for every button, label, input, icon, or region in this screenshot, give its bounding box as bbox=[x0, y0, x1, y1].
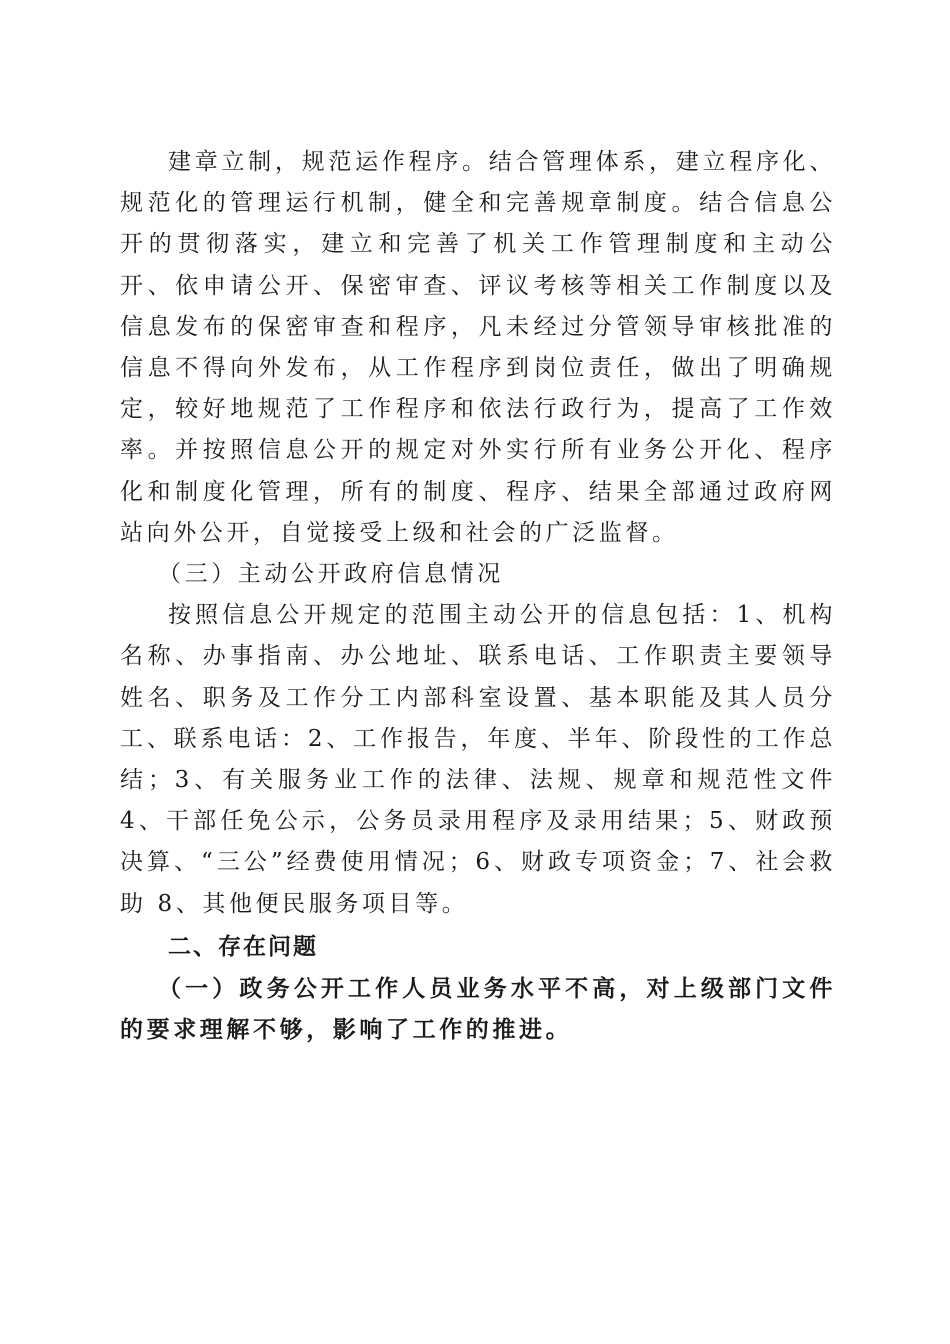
subheading-proactive-disclosure: （三）主动公开政府信息情况 bbox=[158, 561, 504, 588]
section-heading-problems: 二、存在问题 bbox=[168, 933, 318, 960]
paragraph-regulations: 建章立制，规范运作程序。结合管理体系，建立程序化、规范化的管理运行机制，健全和完善规章制度。结合信息公开的贯彻落实，建立和完善了机关工作管理制度和主动公开、依申请公开、保密审查、评议考核等相关工作制度以及信息发布的保密审查和程序，凡未经过分管领导审核批准的信息不得向外发布，从工作程序到岗位责任，做出了明确规定，较好地规范了工作程序和依法行政行为，提高了工作效率。并按照信息公开的规定对外实行所有业务公开化、程序化和制度化管理，所有的制度、程序、结果全部通过政府网站向外公开，自觉接受上级和社会的广泛监督。 bbox=[120, 149, 836, 546]
document-body bbox=[120, 142, 836, 1050]
paragraph-disclosure-scope: 按照信息公开规定的范围主动公开的信息包括：1、机构名称、办事指南、办公地址、联系电话、工作职责主要领导姓名、职务及工作分工内部科室设置、基本职能及其人员分工、联系电话：2、工作报告，年度、半年、阶段性的工作总结；3、有关服务业工作的法律、法规、规章和规范性文件 4、干部任免公示，公务员录用程序及录用结果；5、财政预决算、“三公”经费使用情况；6、财政专项资金；7、社会救助 8、其他便民服务项目等。 bbox=[120, 602, 836, 917]
paragraph-problem-one: （一）政务公开工作人员业务水平不高，对上级部门文件的要求理解不够，影响了工作的推进。 bbox=[120, 975, 836, 1044]
